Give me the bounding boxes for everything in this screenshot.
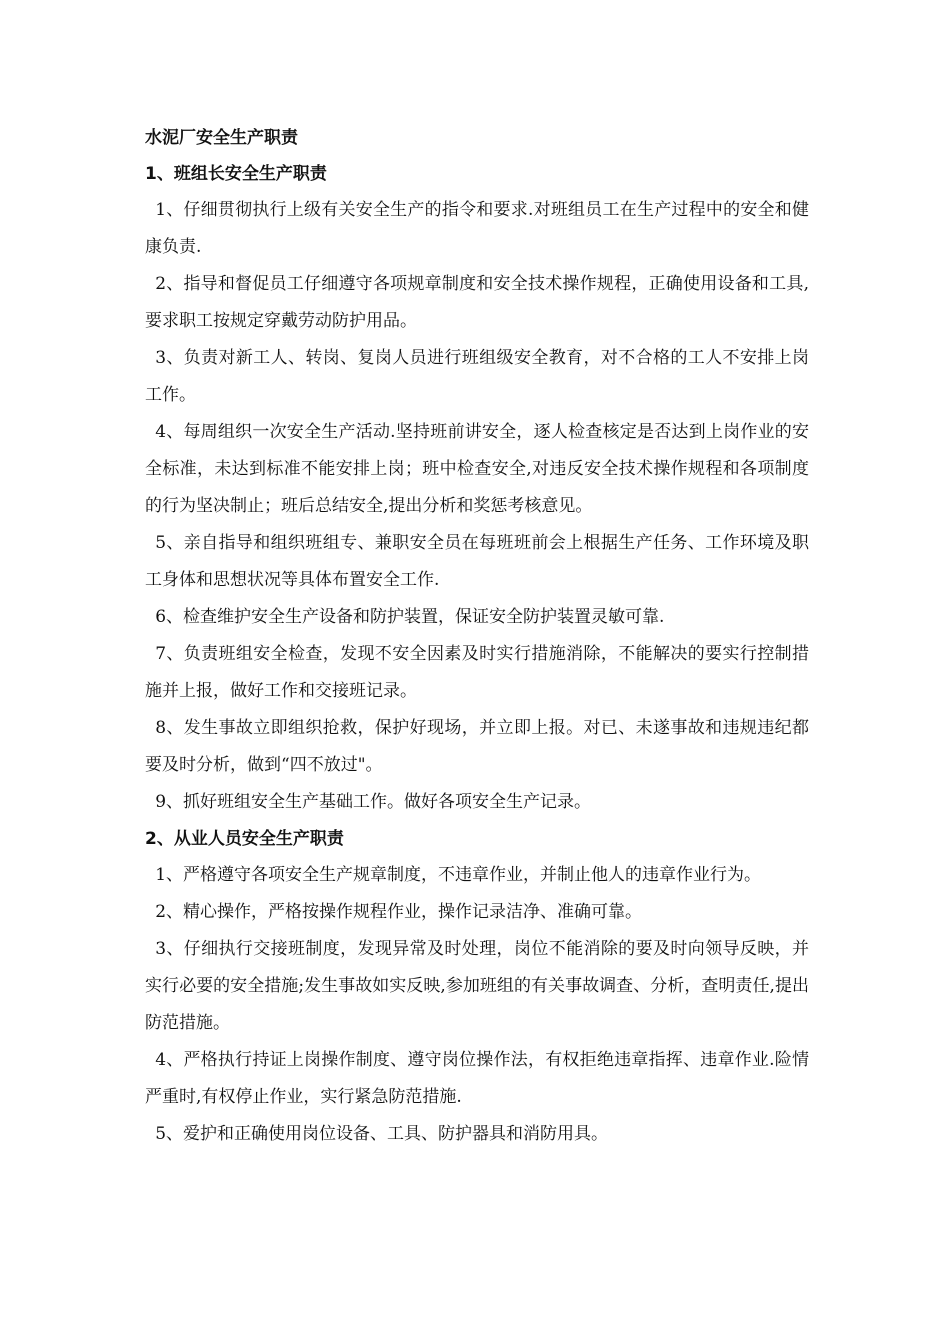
section-1-item-5: 5、亲自指导和组织班组专、兼职安全员在每班班前会上根据生产任务、工作环境及职工身体和思想状况等具体布置安全工作. [145,533,809,590]
section-2-heading: 2、从业人员安全生产职责 [145,829,344,849]
section-2-item-5: 5、爱护和正确使用岗位设备、工具、防护器具和消防用具。 [155,1124,609,1144]
section-2-item-3: 3、仔细执行交接班制度，发现异常及时处理，岗位不能消除的要及时向领导反映，并实行必要的安全措施;发生事故如实反映,参加班组的有关事故调查、分析，查明责任,提出防范措施。 [145,939,809,1033]
section-1-item-9: 9、抓好班组安全生产基础工作。做好各项安全生产记录。 [155,792,592,812]
section-1-item-2: 2、指导和督促员工仔细遵守各项规章制度和安全技术操作规程，正确使用设备和工具,要求职工按规定穿戴劳动防护用品。 [145,274,809,331]
document-title: 水泥厂安全生产职责 [145,128,298,148]
section-1-item-4: 4、每周组织一次安全生产活动.坚持班前讲安全，逐人检查核定是否达到上岗作业的安全标准，未达到标准不能安排上岗；班中检查安全,对违反安全技术操作规程和各项制度的行为坚决制止；班后总结安全,提出分析和奖惩考核意见。 [145,422,809,516]
section-1-item-3: 3、负责对新工人、转岗、复岗人员进行班组级安全教育，对不合格的工人不安排上岗工作。 [145,348,809,405]
section-2-item-4: 4、严格执行持证上岗操作制度、遵守岗位操作法，有权拒绝违章指挥、违章作业.险情严重时,有权停止作业，实行紧急防范措施. [145,1050,809,1107]
section-2-item-2: 2、精心操作，严格按操作规程作业，操作记录洁净、准确可靠。 [155,902,643,922]
section-2-item-1: 1、严格遵守各项安全生产规章制度，不违章作业，并制止他人的违章作业行为。 [155,865,762,885]
section-1-item-6: 6、检查维护安全生产设备和防护装置，保证安全防护装置灵敏可靠. [155,607,665,627]
section-1-item-7: 7、负责班组安全检查，发现不安全因素及时实行措施消除，不能解决的要实行控制措施并上报，做好工作和交接班记录。 [145,644,809,701]
document-page [145,120,809,1153]
section-1-item-1: 1、仔细贯彻执行上级有关安全生产的指令和要求.对班组员工在生产过程中的安全和健康负责. [145,200,809,257]
section-1-heading: 1、班组长安全生产职责 [145,164,327,184]
section-1-item-8: 8、发生事故立即组织抢救，保护好现场，并立即上报。对已、未遂事故和违规违纪都要及时分析，做到“四不放过"。 [145,718,809,775]
